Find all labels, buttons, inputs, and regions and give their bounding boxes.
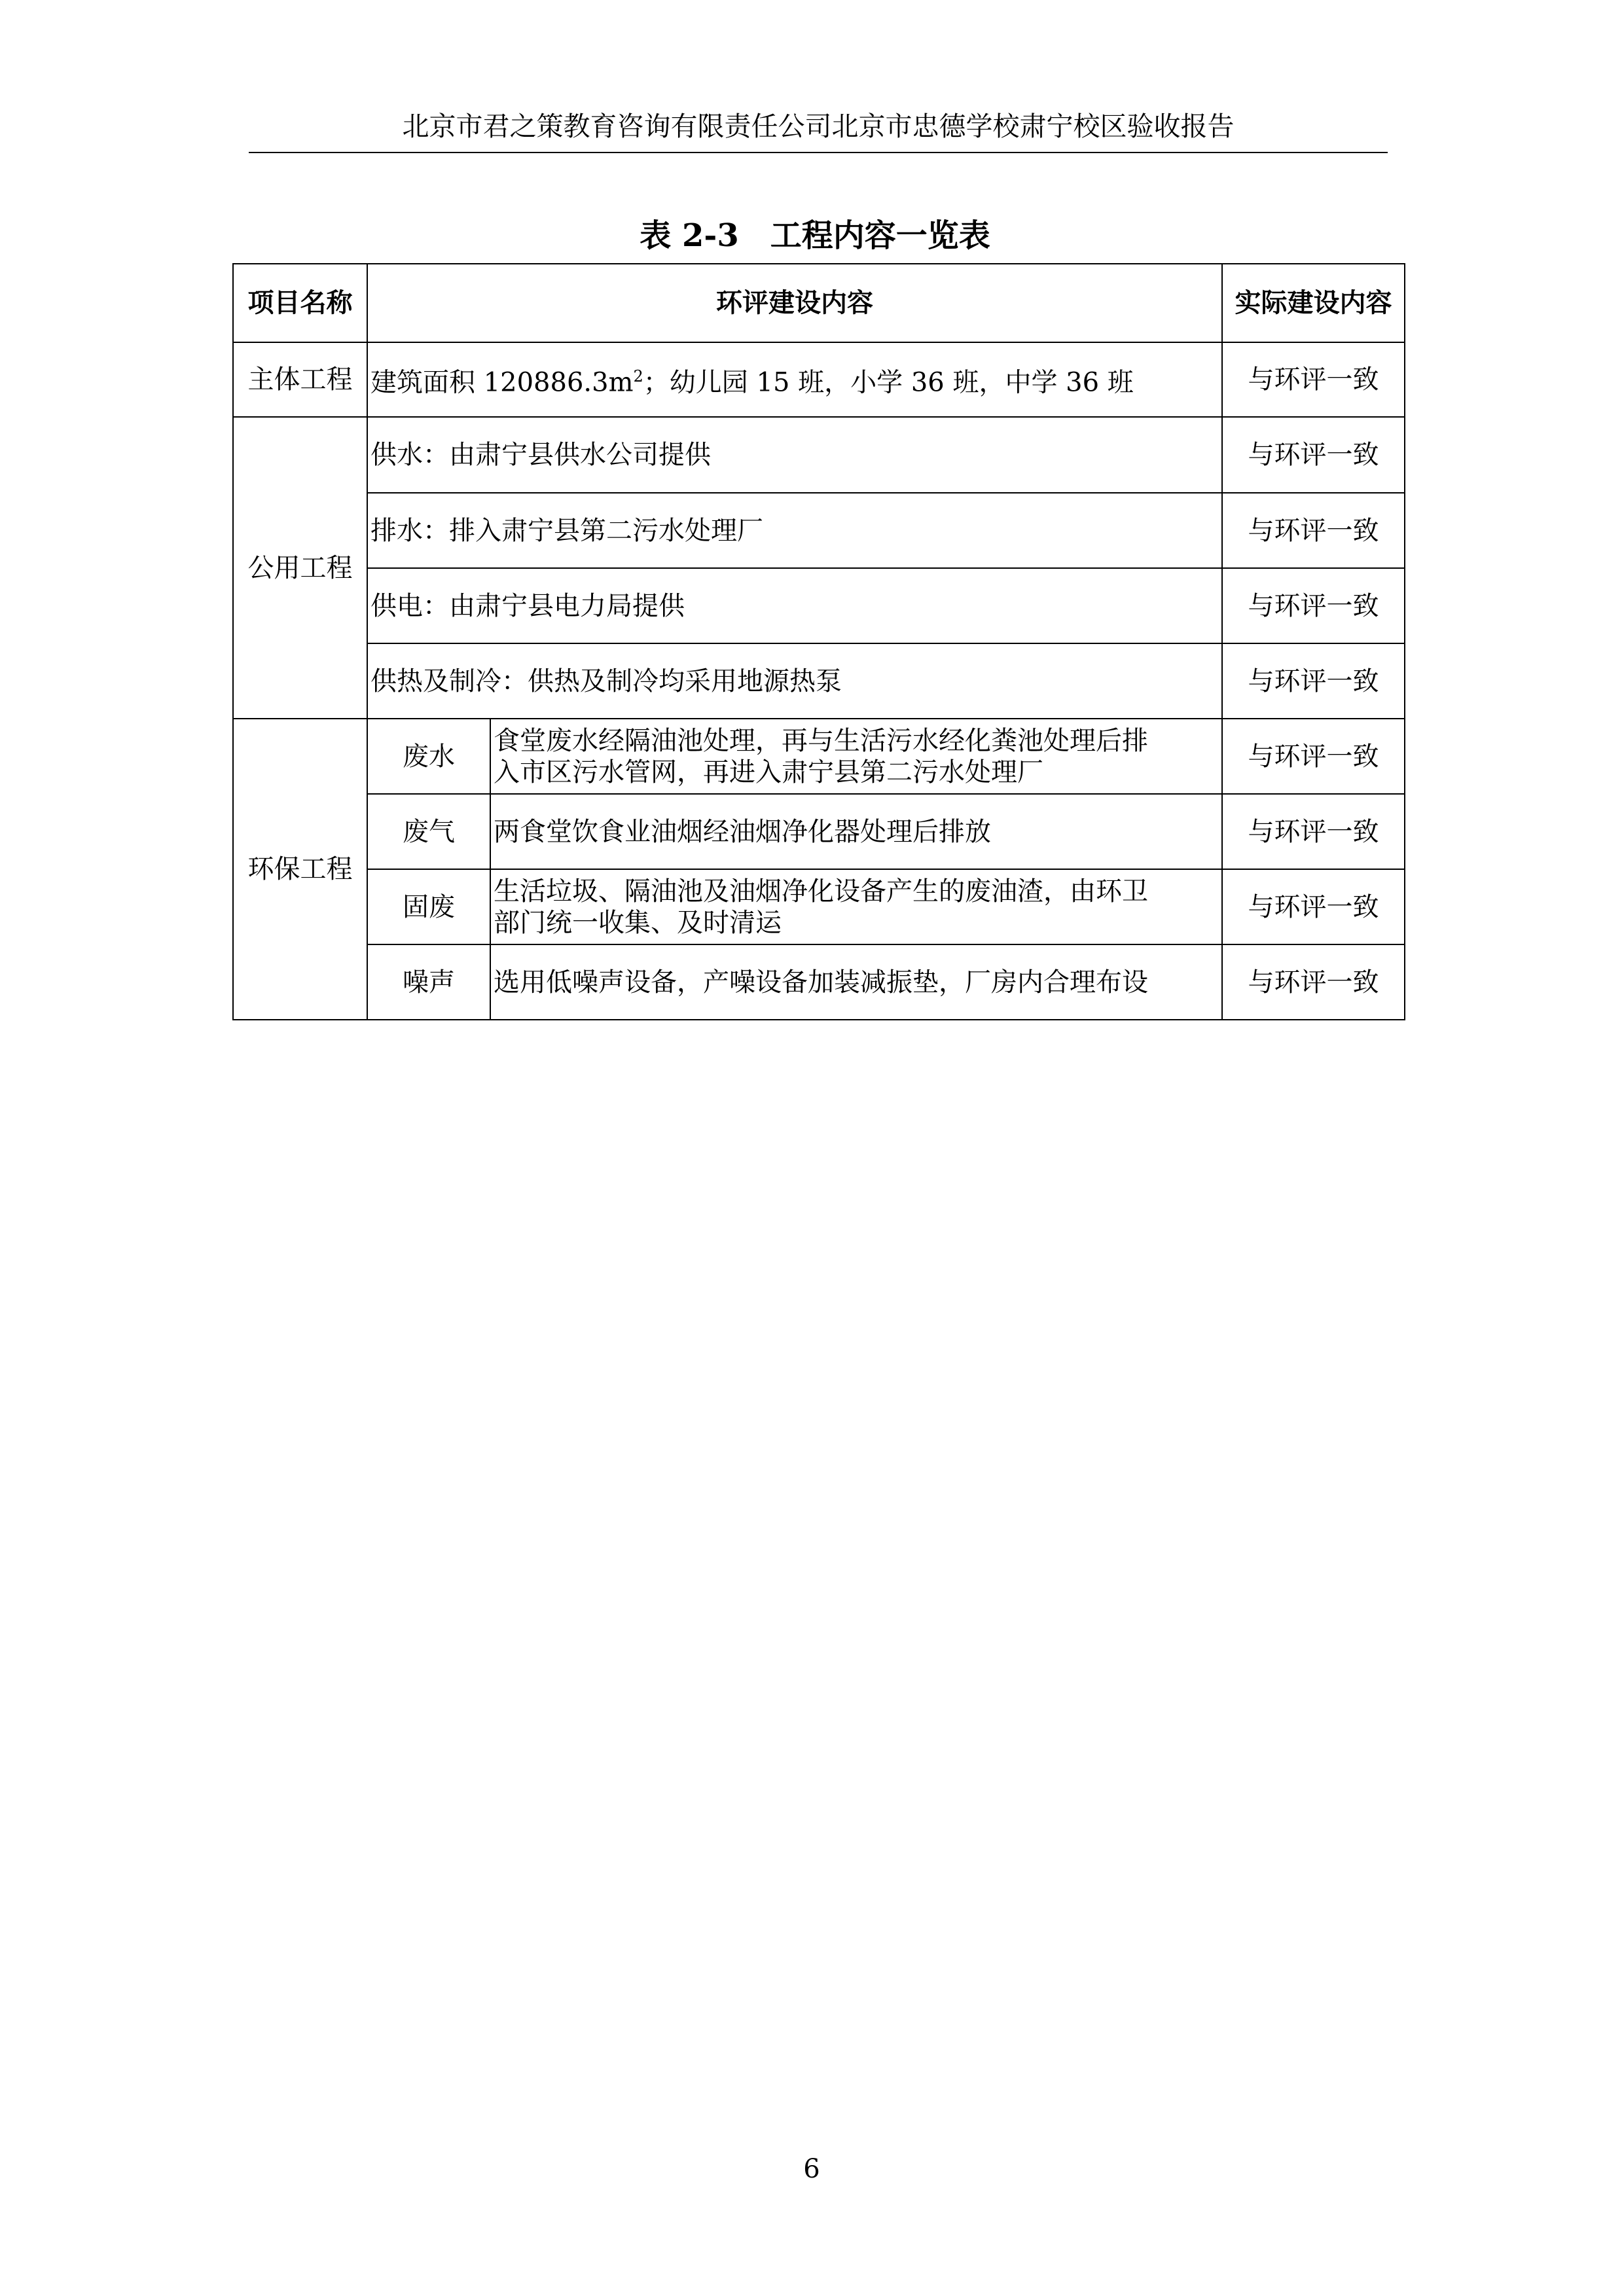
page-number: 6 bbox=[803, 2154, 820, 2184]
table-header-row bbox=[233, 264, 1405, 342]
area-unit-superscript: 2 bbox=[633, 367, 643, 386]
env-type-wastewater: 废水 bbox=[367, 719, 490, 794]
category-main-works: 主体工程 bbox=[233, 342, 367, 417]
header-rule bbox=[249, 152, 1388, 153]
content-line: 入市区污水管网，再进入肃宁县第二污水处理厂 bbox=[494, 757, 1043, 787]
env-actual-noise: 与环评一致 bbox=[1222, 944, 1405, 1020]
public-works-actual: 与环评一致 bbox=[1222, 568, 1405, 643]
project-content-table bbox=[232, 263, 1405, 1020]
table-row bbox=[233, 342, 1405, 417]
env-actual-solid-waste: 与环评一致 bbox=[1222, 869, 1405, 944]
table-row bbox=[233, 643, 1405, 719]
running-header: 北京市君之策教育咨询有限责任公司北京市忠德学校肃宁校区验收报告 bbox=[402, 111, 1235, 142]
env-type-solid-waste: 固废 bbox=[367, 869, 490, 944]
env-type-waste-gas: 废气 bbox=[367, 794, 490, 869]
main-works-content-prefix: 建筑面积 120886.3m bbox=[370, 367, 634, 398]
table-row bbox=[233, 719, 1405, 794]
env-content-wastewater bbox=[490, 719, 1222, 794]
content-line: 生活垃圾、隔油池及油烟净化设备产生的废油渣，由环卫 bbox=[494, 876, 1148, 906]
category-env-works: 环保工程 bbox=[233, 719, 367, 1020]
table-row bbox=[233, 869, 1405, 944]
env-content-noise: 选用低噪声设备，产噪设备加装减振垫，厂房内合理布设 bbox=[490, 944, 1222, 1020]
header-project-name: 项目名称 bbox=[233, 264, 367, 342]
env-actual-wastewater: 与环评一致 bbox=[1222, 719, 1405, 794]
table-title: 表 2-3 工程内容一览表 bbox=[640, 217, 990, 254]
table-row bbox=[233, 493, 1405, 568]
env-content-solid-waste bbox=[490, 869, 1222, 944]
env-actual-waste-gas: 与环评一致 bbox=[1222, 794, 1405, 869]
public-works-content: 排水：排入肃宁县第二污水处理厂 bbox=[367, 493, 1222, 568]
public-works-content: 供热及制冷：供热及制冷均采用地源热泵 bbox=[367, 643, 1222, 719]
header-actual-content: 实际建设内容 bbox=[1222, 264, 1405, 342]
content-line: 食堂废水经隔油池处理，再与生活污水经化粪池处理后排 bbox=[494, 725, 1148, 756]
main-works-content bbox=[367, 342, 1222, 417]
category-public-works: 公用工程 bbox=[233, 417, 367, 719]
table-row bbox=[233, 417, 1405, 493]
table-row bbox=[233, 568, 1405, 643]
header-eia-content: 环评建设内容 bbox=[367, 264, 1222, 342]
env-type-noise: 噪声 bbox=[367, 944, 490, 1020]
public-works-content: 供水：由肃宁县供水公司提供 bbox=[367, 417, 1222, 493]
table-row bbox=[233, 794, 1405, 869]
public-works-content: 供电：由肃宁县电力局提供 bbox=[367, 568, 1222, 643]
env-content-waste-gas: 两食堂饮食业油烟经油烟净化器处理后排放 bbox=[490, 794, 1222, 869]
table-row bbox=[233, 944, 1405, 1020]
content-line: 部门统一收集、及时清运 bbox=[494, 907, 782, 938]
public-works-actual: 与环评一致 bbox=[1222, 493, 1405, 568]
main-works-content-suffix: ；幼儿园 15 班，小学 36 班，中学 36 班 bbox=[643, 367, 1134, 398]
main-works-actual: 与环评一致 bbox=[1222, 342, 1405, 417]
public-works-actual: 与环评一致 bbox=[1222, 417, 1405, 493]
public-works-actual: 与环评一致 bbox=[1222, 643, 1405, 719]
